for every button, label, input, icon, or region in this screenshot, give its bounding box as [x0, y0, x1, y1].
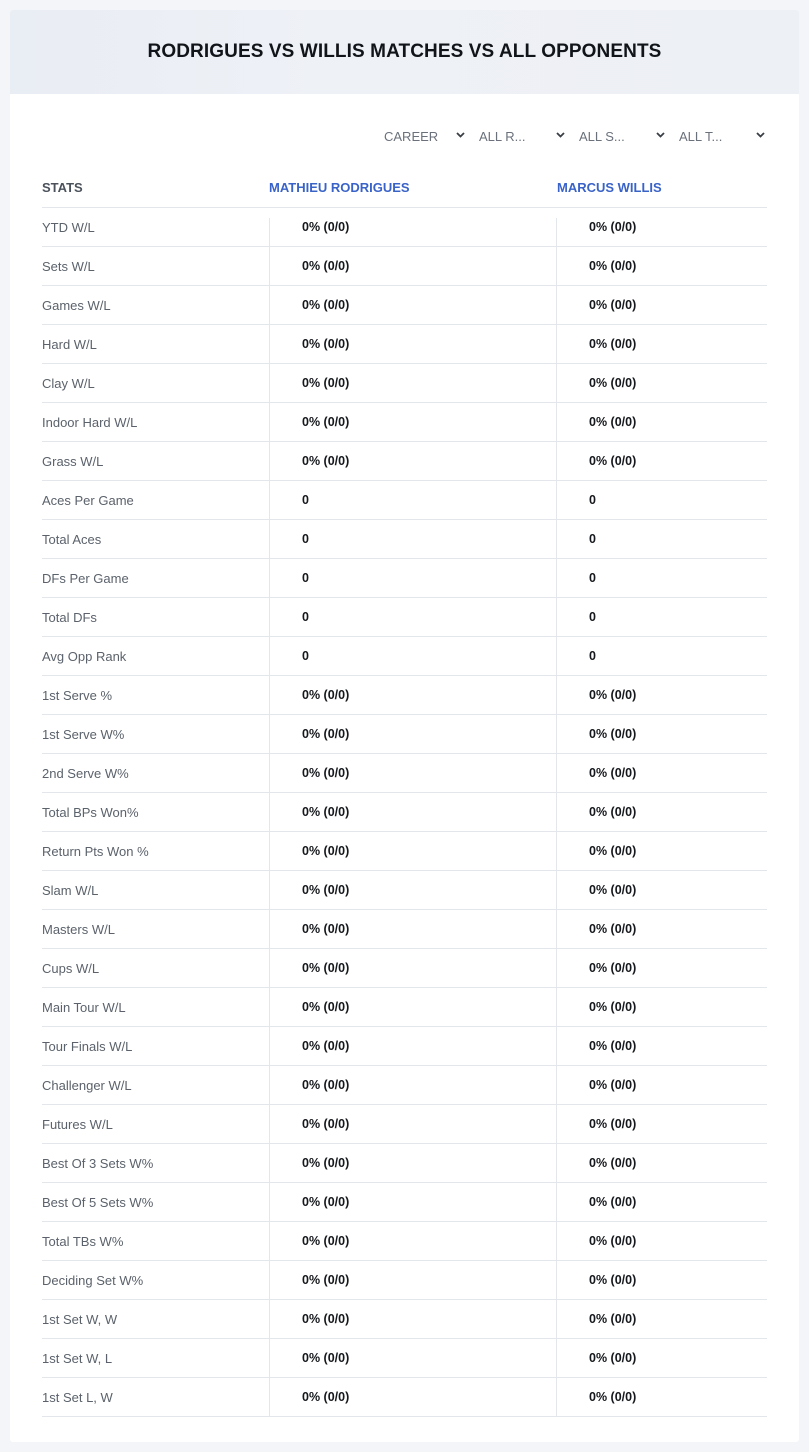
stat-label: YTD W/L: [42, 220, 95, 235]
player1-column-header[interactable]: MATHIEU RODRIGUES: [269, 180, 410, 195]
player1-stat-value: 0% (0/0): [302, 1195, 350, 1209]
table-row: [42, 637, 767, 676]
player1-stat-value: 0% (0/0): [302, 1390, 350, 1404]
stat-label: Main Tour W/L: [42, 1000, 126, 1015]
player1-stat-value: 0% (0/0): [302, 376, 350, 390]
player2-stat-value: 0: [589, 532, 596, 546]
table-row: [42, 403, 767, 442]
stat-label: Slam W/L: [42, 883, 99, 898]
table-row: [42, 442, 767, 481]
player2-stat-value: 0% (0/0): [589, 415, 637, 429]
player1-stat-value: 0% (0/0): [302, 337, 350, 351]
player2-stat-value: 0% (0/0): [589, 1390, 637, 1404]
player2-stat-value: 0% (0/0): [589, 1078, 637, 1092]
player1-stat-value: 0% (0/0): [302, 1117, 350, 1131]
card-header: [10, 10, 799, 94]
player2-stat-value: 0% (0/0): [589, 220, 637, 234]
player1-stat-value: 0% (0/0): [302, 766, 350, 780]
stat-label: Cups W/L: [42, 961, 100, 976]
table-row: [42, 754, 767, 793]
stat-label: 1st Serve W%: [42, 727, 125, 742]
player2-stat-value: 0% (0/0): [589, 1312, 637, 1326]
table-row: [42, 208, 767, 247]
table-row: [42, 364, 767, 403]
player2-stat-value: 0% (0/0): [589, 922, 637, 936]
player1-stat-value: 0: [302, 649, 309, 663]
player1-stat-value: 0% (0/0): [302, 688, 350, 702]
table-row: [42, 598, 767, 637]
stat-label: Games W/L: [42, 298, 111, 313]
chevron-down-icon: [456, 131, 464, 139]
stat-label: Clay W/L: [42, 376, 95, 391]
table-row: [42, 1066, 767, 1105]
player1-stat-value: 0% (0/0): [302, 1039, 350, 1053]
player2-stat-value: 0% (0/0): [589, 1195, 637, 1209]
surface-filter-dropdown[interactable]: [579, 126, 664, 146]
player2-column-header[interactable]: MARCUS WILLIS: [557, 180, 662, 195]
player2-stat-value: 0% (0/0): [589, 766, 637, 780]
surface-filter-value: ALL S...: [579, 128, 625, 144]
table-row: [42, 559, 767, 598]
table-row: [42, 871, 767, 910]
stat-label: Return Pts Won %: [42, 844, 149, 859]
player2-stat-value: 0% (0/0): [589, 1273, 637, 1287]
player2-stat-value: 0% (0/0): [589, 727, 637, 741]
player1-stat-value: 0% (0/0): [302, 259, 350, 273]
stats-card: [10, 10, 799, 1442]
player2-stat-value: 0% (0/0): [589, 883, 637, 897]
player2-stat-value: 0% (0/0): [589, 961, 637, 975]
tournament-filter-dropdown[interactable]: [679, 126, 764, 146]
stat-label: Masters W/L: [42, 922, 115, 937]
player1-stat-value: 0% (0/0): [302, 454, 350, 468]
round-filter-dropdown[interactable]: [479, 126, 564, 146]
player1-stat-value: 0% (0/0): [302, 1234, 350, 1248]
filter-bar: [10, 126, 799, 146]
table-row: [42, 1144, 767, 1183]
player1-stat-value: 0: [302, 571, 309, 585]
chevron-down-icon: [756, 131, 764, 139]
stat-label: Deciding Set W%: [42, 1273, 144, 1288]
player1-stat-value: 0% (0/0): [302, 961, 350, 975]
player1-stat-value: 0: [302, 493, 309, 507]
stat-label: 1st Set W, L: [42, 1351, 113, 1366]
player1-stat-value: 0: [302, 532, 309, 546]
player1-stat-value: 0% (0/0): [302, 844, 350, 858]
player2-stat-value: 0% (0/0): [589, 688, 637, 702]
table-row: [42, 793, 767, 832]
chevron-down-icon: [556, 131, 564, 139]
player1-stat-value: 0% (0/0): [302, 1156, 350, 1170]
stat-label: Total BPs Won%: [42, 805, 139, 820]
player2-stat-value: 0: [589, 610, 596, 624]
player1-stat-value: 0% (0/0): [302, 805, 350, 819]
stat-label: Tour Finals W/L: [42, 1039, 133, 1054]
player1-stat-value: 0% (0/0): [302, 220, 350, 234]
player1-stat-value: 0% (0/0): [302, 883, 350, 897]
stat-label: Total DFs: [42, 610, 97, 625]
stat-label: Indoor Hard W/L: [42, 415, 138, 430]
tournament-filter-value: ALL T...: [679, 128, 723, 144]
chevron-down-icon: [656, 131, 664, 139]
stat-label: 1st Set L, W: [42, 1390, 113, 1405]
table-row: [42, 520, 767, 559]
stat-label: DFs Per Game: [42, 571, 129, 586]
player1-stat-value: 0% (0/0): [302, 1273, 350, 1287]
stat-label: Grass W/L: [42, 454, 104, 469]
table-row: [42, 949, 767, 988]
page-title: RODRIGUES VS WILLIS MATCHES VS ALL OPPONENTS: [147, 41, 662, 62]
stat-label: Total Aces: [42, 532, 102, 547]
table-row: [42, 1261, 767, 1300]
table-row: [42, 481, 767, 520]
player1-stat-value: 0% (0/0): [302, 415, 350, 429]
stat-label: 1st Set W, W: [42, 1312, 118, 1327]
player2-stat-value: 0% (0/0): [589, 1117, 637, 1131]
table-row: [42, 1378, 767, 1417]
table-row: [42, 325, 767, 364]
player1-stat-value: 0% (0/0): [302, 1351, 350, 1365]
table-row: [42, 715, 767, 754]
player2-stat-value: 0% (0/0): [589, 1351, 637, 1365]
stat-label: 1st Serve %: [42, 688, 113, 703]
stat-label: Avg Opp Rank: [42, 649, 127, 664]
player2-stat-value: 0% (0/0): [589, 259, 637, 273]
stat-label: Futures W/L: [42, 1117, 113, 1132]
period-filter-dropdown[interactable]: [384, 126, 464, 146]
table-header: [42, 161, 767, 208]
player1-stat-value: 0% (0/0): [302, 298, 350, 312]
player2-stat-value: 0: [589, 649, 596, 663]
player1-stat-value: 0% (0/0): [302, 1312, 350, 1326]
player1-stat-value: 0% (0/0): [302, 727, 350, 741]
player2-stat-value: 0% (0/0): [589, 1000, 637, 1014]
table-row: [42, 1300, 767, 1339]
stat-label: Aces Per Game: [42, 493, 134, 508]
player2-stat-value: 0% (0/0): [589, 1234, 637, 1248]
table-row: [42, 910, 767, 949]
table-row: [42, 1222, 767, 1261]
player2-stat-value: 0% (0/0): [589, 805, 637, 819]
table-row: [42, 1183, 767, 1222]
player1-stat-value: 0% (0/0): [302, 1000, 350, 1014]
period-filter-value: CAREER: [384, 128, 439, 144]
stat-label: Best Of 5 Sets W%: [42, 1195, 154, 1210]
table-row: [42, 832, 767, 871]
player2-stat-value: 0% (0/0): [589, 1039, 637, 1053]
player2-stat-value: 0: [589, 571, 596, 585]
table-body: [42, 208, 767, 1417]
stat-label: Total TBs W%: [42, 1234, 124, 1249]
stat-label: Sets W/L: [42, 259, 95, 274]
player2-stat-value: 0% (0/0): [589, 454, 637, 468]
player2-stat-value: 0% (0/0): [589, 376, 637, 390]
table-row: [42, 286, 767, 325]
table-row: [42, 1027, 767, 1066]
table-row: [42, 1105, 767, 1144]
stat-label: Challenger W/L: [42, 1078, 132, 1093]
player2-stat-value: 0% (0/0): [589, 298, 637, 312]
stat-label: Hard W/L: [42, 337, 97, 352]
table-row: [42, 988, 767, 1027]
player1-stat-value: 0: [302, 610, 309, 624]
player2-stat-value: 0% (0/0): [589, 1156, 637, 1170]
stat-label: 2nd Serve W%: [42, 766, 129, 781]
player2-stat-value: 0% (0/0): [589, 337, 637, 351]
table-row: [42, 676, 767, 715]
round-filter-value: ALL R...: [479, 128, 526, 144]
table-row: [42, 247, 767, 286]
player2-stat-value: 0% (0/0): [589, 844, 637, 858]
player1-stat-value: 0% (0/0): [302, 922, 350, 936]
stats-table: [42, 161, 767, 1417]
stat-label: Best Of 3 Sets W%: [42, 1156, 154, 1171]
table-row: [42, 1339, 767, 1378]
player1-stat-value: 0% (0/0): [302, 1078, 350, 1092]
player2-stat-value: 0: [589, 493, 596, 507]
stats-column-header: STATS: [42, 180, 83, 195]
